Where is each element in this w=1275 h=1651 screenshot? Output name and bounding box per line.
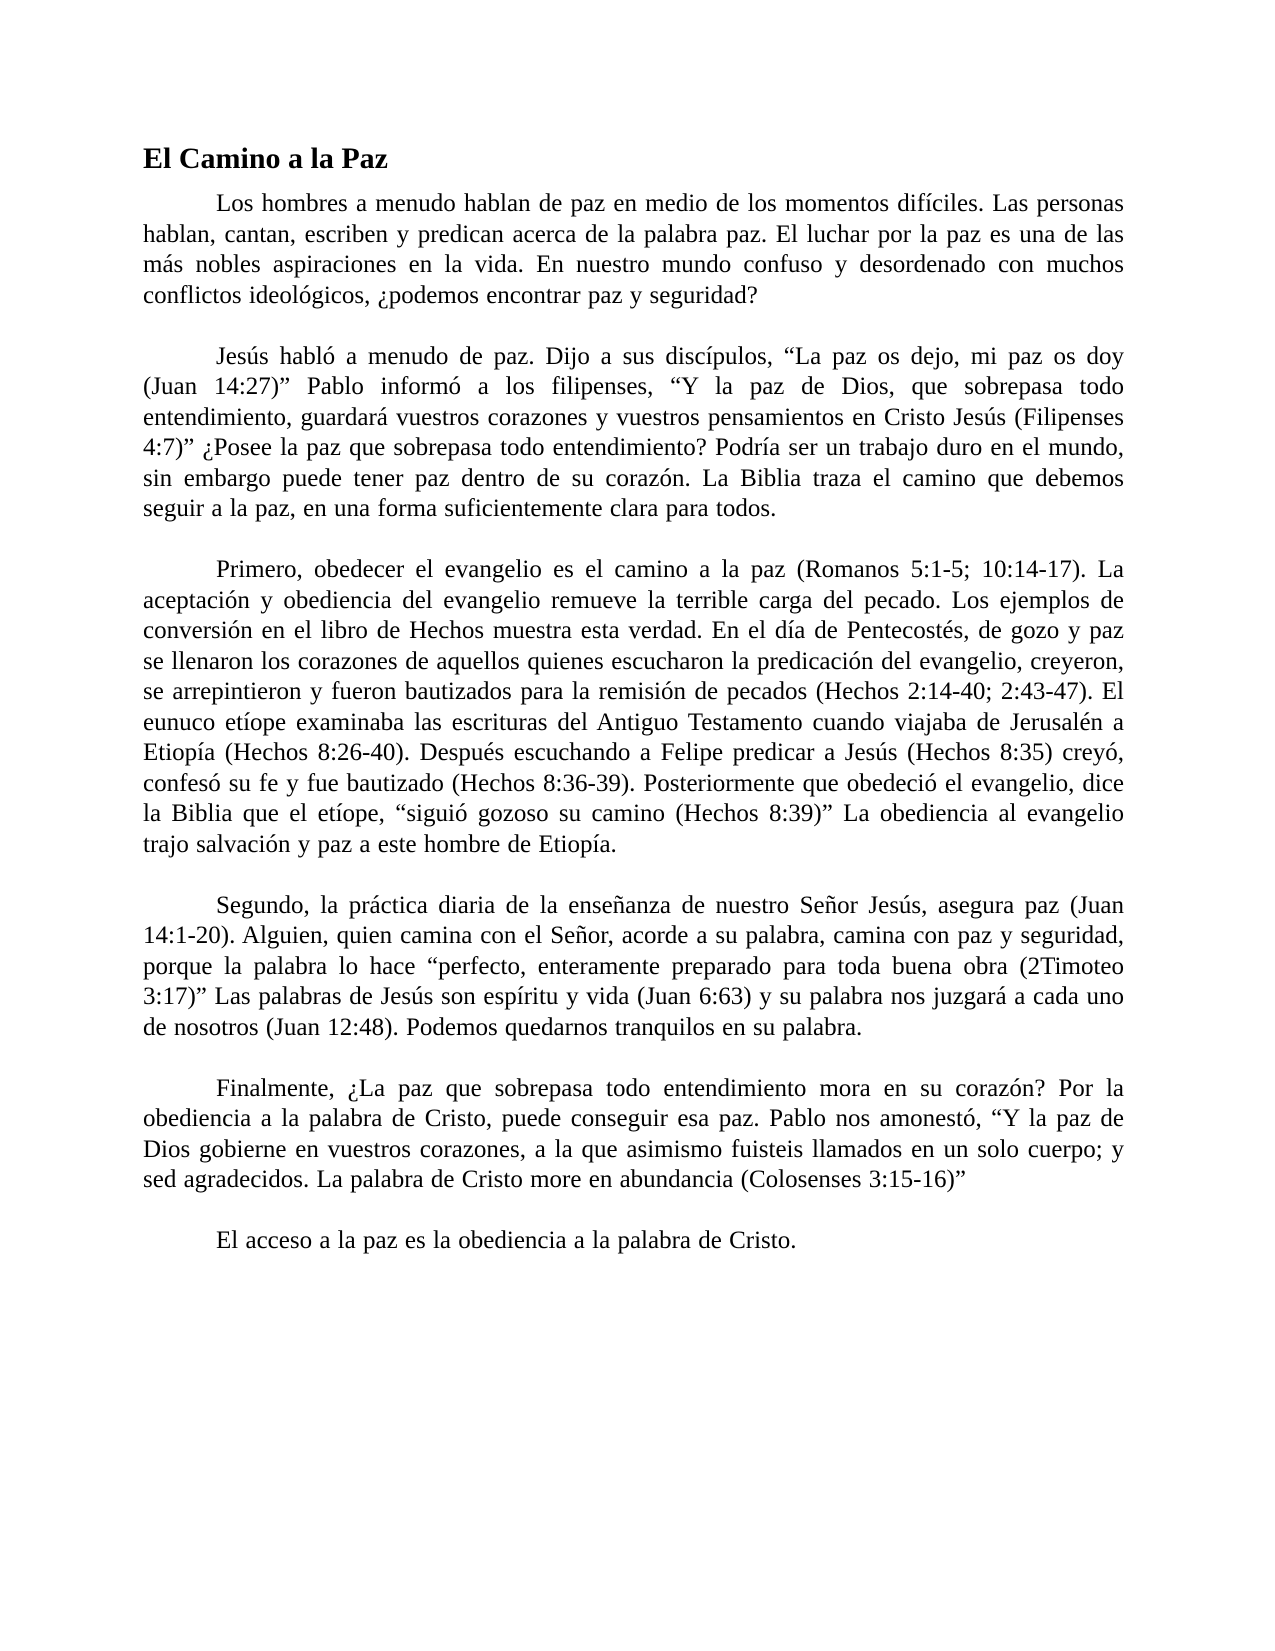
paragraph-primero: Primero, obedecer el evangelio es el camino a la paz (Romanos 5:1-5; 10:14-17). La aceptación y obediencia del evangelio remueve la terrible carga del pecado. Los ejemplos de conversión en el libro de Hechos muestra esta verdad. En el día de Pentecostés, de gozo y paz se llenaron los corazones de aquellos quienes escucharon la predicación del evangelio, creyeron, se arrepintieron y fueron bautizados para la remisión de pecados (Hechos 2:14-40; 2:43-47). El eunuco etíope examinaba las escrituras del Antiguo Testamento cuando viajaba de Jerusalén a Etiopía (Hechos 8:26-40). Después escuchando a Felipe predicar a Jesús (Hechos 8:35) creyó, confesó su fe y fue bautizado (Hechos 8:36-39). Posteriormente que obedeció el evangelio, dice la Biblia que el etíope, “siguió gozoso su camino (Hechos 8:39)” La obediencia al evangelio trajo salvación y paz a este hombre de Etiopía. (143, 556, 1124, 858)
paragraph-segundo: Segundo, la práctica diaria de la enseñanza de nuestro Señor Jesús, asegura paz (Juan 14:1-20). Alguien, quien camina con el Señor, acorde a su palabra, camina con paz y seguridad, porque la palabra lo hace “perfecto, enteramente preparado para toda buena obra (2Timoteo 3:17)” Las palabras de Jesús son espíritu y vida (Juan 6:63) y su palabra nos juzgará a cada uno de nosotros (Juan 12:48). Podemos quedarnos tranquilos en su palabra. (143, 891, 1124, 1041)
paragraph-intro: Los hombres a menudo hablan de paz en medio de los momentos difíciles. Las personas hablan, cantan, escriben y predican acerca de la palabra paz. El luchar por la paz es una de las más nobles aspiraciones en la vida. En nuestro mundo confuso y desordenado con muchos conflictos ideológicos, ¿podemos encontrar paz y seguridad? (143, 190, 1124, 309)
paragraph-finalmente: Finalmente, ¿La paz que sobrepasa todo entendimiento mora en su corazón? Por la obediencia a la palabra de Cristo, puede conseguir esa paz. Pablo nos amonestó, “Y la paz de Dios gobierne en vuestros corazones, a la que asimismo fuisteis llamados en un solo cuerpo; y sed agradecidos. La palabra de Cristo more en abundancia (Colosenses 3:15-16)” (143, 1074, 1124, 1193)
paragraph-jesus-hablo: Jesús habló a menudo de paz. Dijo a sus discípulos, “La paz os dejo, mi paz os doy (Juan 14:27)” Pablo informó a los filipenses, “Y la paz de Dios, que sobrepasa todo entendimiento, guardará vuestros corazones y vuestros pensamientos en Cristo Jesús (Filipenses 4:7)” ¿Posee la paz que sobrepasa todo entendimiento? Podría ser un trabajo duro en el mundo, sin embargo puede tener paz dentro de su corazón. La Biblia traza el camino que debemos seguir a la paz, en una forma suficientemente clara para todos. (143, 342, 1124, 522)
document-title: El Camino a la Paz (143, 142, 388, 175)
paragraph-conclusion: El acceso a la paz es la obediencia a la palabra de Cristo. (216, 1227, 797, 1254)
